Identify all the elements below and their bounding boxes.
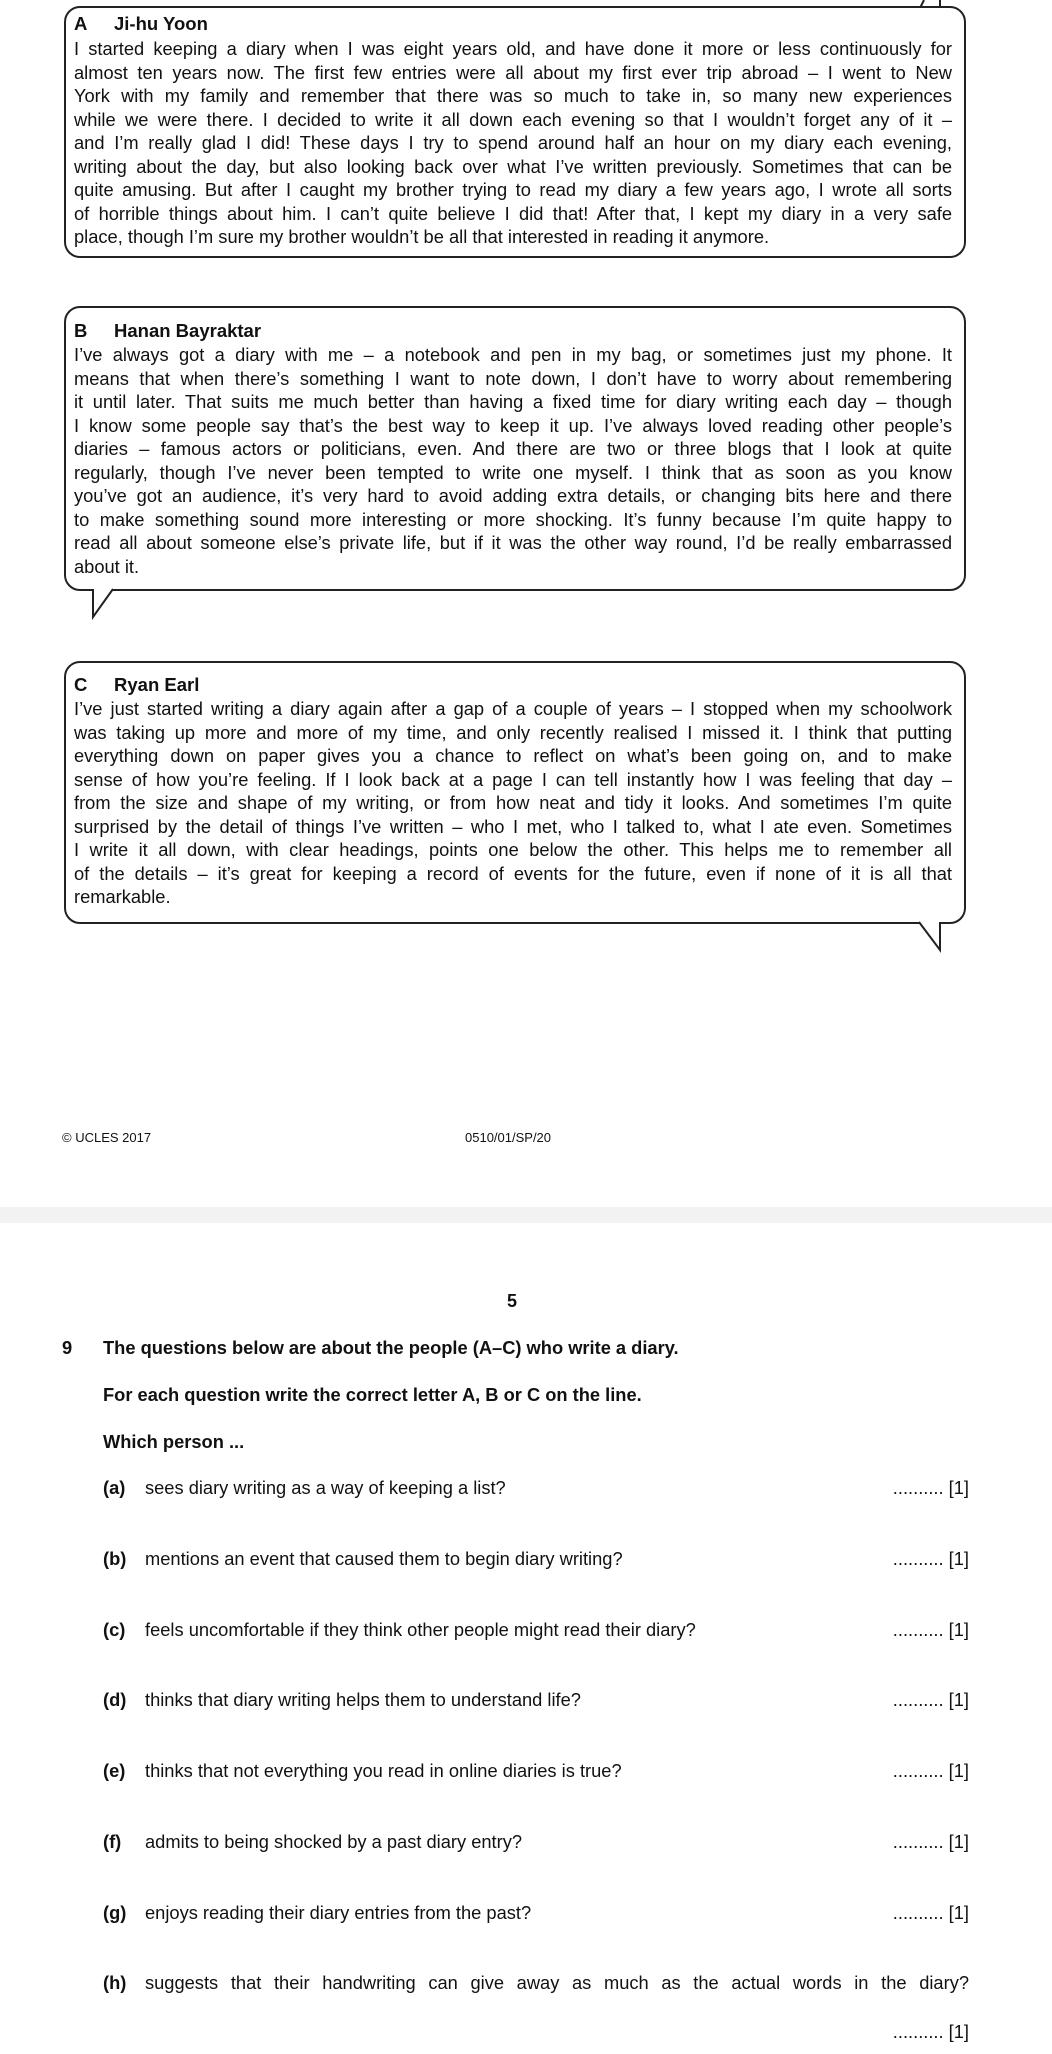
passage-line: of the details – it’s great for keeping a record of events for the future, even if none of it is all that [74,862,952,884]
question-item-b [103,1548,969,1570]
item-text: feels uncomfortable if they think other people might read their diary? [145,1619,696,1640]
passage-line: remarkable. [74,886,171,907]
footer-copyright: © UCLES 2017 [62,1130,152,1145]
text-b-author: Hanan Bayraktar [114,320,262,341]
question-item-f [103,1831,969,1853]
question-stem: Which person ... [103,1431,245,1452]
passage-line: regularly, though I’ve never been tempted to write one myself. I think that as soon as you know [74,461,952,483]
footer-paper-code: 0510/01/SP/20 [465,1130,552,1145]
speech-bubble-tail [88,588,118,620]
question-item-e [103,1760,969,1782]
text-b-heading [74,319,261,343]
page-number: 5 [506,1291,517,1311]
answer-line[interactable]: .......... [1] [892,1689,969,1710]
text-c-author: Ryan Earl [114,674,200,695]
passage-line: place, though I’m sure my brother wouldn’t be all that interested in reading it anymore. [74,226,770,247]
question-number: 9 [62,1337,73,1358]
answer-line[interactable]: .......... [1] [892,1902,969,1923]
item-text: suggests that their handwriting can give away as much as the actual words in the diary? [145,1972,969,1993]
question-item-g [103,1902,969,1924]
passage-line: quite amusing. But after I caught my brother trying to read my diary a few years ago, I wrote all sorts [74,179,952,200]
speech-bubble-tail [915,921,945,953]
passage-line: surprised by the detail of things I’ve written – who I met, who I talked to, what I ate even. Sometimes [74,815,952,837]
passage-line: from the size and shape of my writing, or from how neat and tidy it looks. And sometimes I’m quite [74,792,952,813]
text-b-letter: B [74,320,88,341]
passage-line: while we were there. I decided to write it all down each evening so that I wouldn’t forget any of it – [74,108,952,130]
passage-line: I know some people say that’s the best way to keep it up. I’ve always loved reading other people’s [74,414,952,436]
text-b-bubble [64,306,966,591]
passage-line: you’ve got an audience, it’s very hard to avoid adding extra details, or changing bits here and there [74,485,952,506]
item-text: admits to being shocked by a past diary entry? [145,1831,523,1852]
text-c-letter: C [74,674,88,695]
item-text: enjoys reading their diary entries from the past? [145,1902,532,1923]
item-label: (a) [103,1477,126,1498]
question-item-c [103,1619,969,1641]
question-item-h [103,1972,969,2042]
question-item-a [103,1477,969,1499]
item-text: thinks that diary writing helps them to understand life? [145,1689,581,1710]
passage-line: it until later. That suits me much better than having a fixed time for diary writing each day – though [74,391,952,412]
item-label: (d) [103,1689,127,1710]
passage-line: read all about someone else’s private life, but if it was the other way round, I’d be really embarrassed [74,532,952,553]
item-label: (g) [103,1902,127,1923]
page-separator [0,1207,1052,1223]
text-a-heading [74,12,208,36]
passage-line: and I’m really glad I did! These days I try to spend around half an hour on my diary each evening, [74,132,952,153]
passage-line: everything down on paper gives you a chance to reflect on what’s been going on, and to make [74,745,952,766]
text-c-heading [74,673,199,697]
passage-line: I write it all down, with clear headings, points one below the other. This helps me to remember all [74,839,952,860]
passage-line: diaries – famous actors or politicians, even. And there are two or three blogs that I look at quite [74,438,952,459]
item-text: thinks that not everything you read in online diaries is true? [145,1760,622,1781]
item-label: (e) [103,1760,126,1781]
answer-line[interactable]: .......... [1] [892,1831,969,1852]
text-a-author: Ji-hu Yoon [114,13,208,34]
item-label: (h) [103,1972,127,1993]
passage-line: was taking up more and more of my time, and only recently realised I missed it. I think that putting [74,721,952,743]
text-c-bubble [64,661,966,924]
question-item-d [103,1689,969,1711]
answer-line[interactable]: .......... [1] [892,2021,969,2042]
passage-line: means that when there’s something I want to note down, I don’t have to worry about remembering [74,367,952,389]
item-text: sees diary writing as a way of keeping a list? [145,1477,506,1498]
item-label: (f) [103,1831,122,1852]
answer-line[interactable]: .......... [1] [892,1548,969,1569]
question-instruction: For each question write the correct letter A, B or C on the line. [103,1384,642,1405]
question-intro: The questions below are about the people (A–C) who write a diary. [103,1337,679,1358]
passage-line: of horrible things about him. I can’t quite believe I did that! After that, I kept my diary in a very safe [74,202,952,224]
item-label: (c) [103,1619,126,1640]
passage-line: York with my family and remember that there was so much to take in, so many new experiences [74,85,952,106]
text-c-body [74,697,952,909]
passage-line: I’ve just started writing a diary again after a gap of a couple of years – I stopped when my schoolwork [74,698,952,719]
text-b-body [74,343,952,578]
item-label: (b) [103,1548,127,1569]
answer-line[interactable]: .......... [1] [892,1477,969,1498]
text-a-letter: A [74,13,88,34]
passage-line: I started keeping a diary when I was eight years old, and have done it more or less continuously for [74,38,952,59]
passage-line: writing about the day, but also looking back over what I’ve written previously. Sometimes that can be [74,155,952,177]
passage-line: almost ten years now. The first few entries were all about my first ever trip abroad – I went to New [74,61,952,83]
answer-line[interactable]: .......... [1] [892,1619,969,1640]
answer-line[interactable]: .......... [1] [892,1760,969,1781]
passage-line: sense of how you’re feeling. If I look back at a page I can tell instantly how I was feeling that day – [74,768,952,790]
text-a-body [74,37,952,249]
passage-line: about it. [74,555,140,577]
item-text: mentions an event that caused them to begin diary writing? [145,1548,623,1569]
text-a-bubble [64,6,966,258]
passage-line: I’ve always got a diary with me – a notebook and pen in my bag, or sometimes just my phone. It [74,344,952,365]
passage-line: to make something sound more interesting or more shocking. It’s funny because I’m quite happy to [74,508,952,530]
